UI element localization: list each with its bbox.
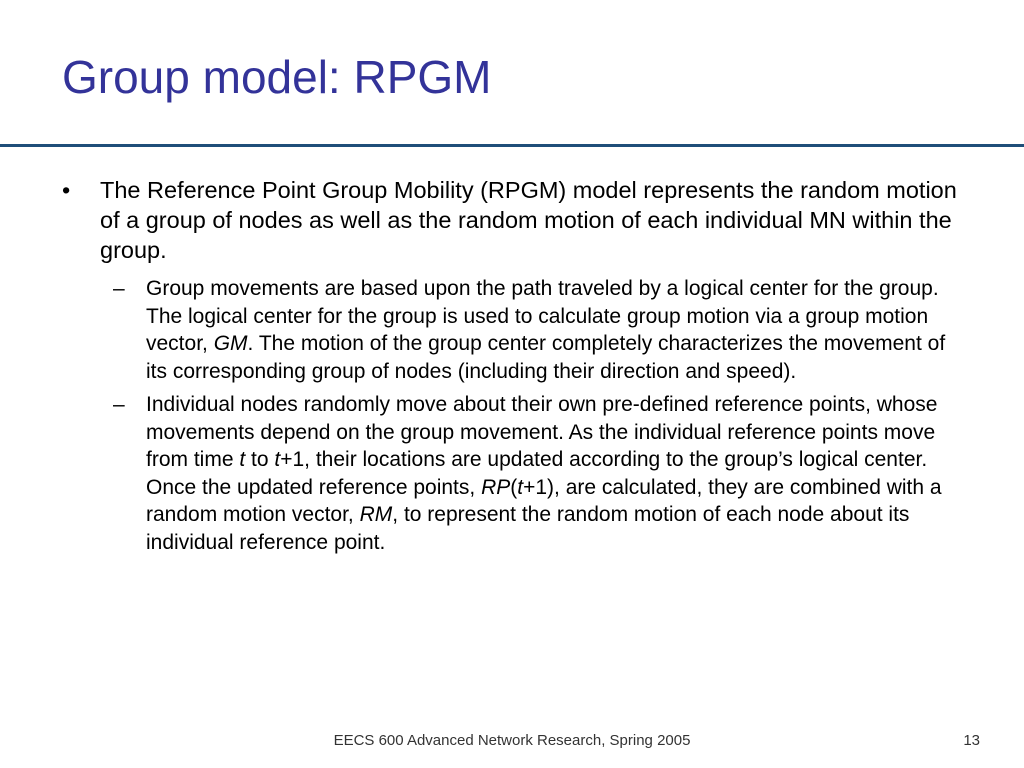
bullet-text: The Reference Point Group Mobility (RPGM) model represents the random motion of a group of nodes as well as the random motion of each individual MN within the group.: [100, 177, 957, 263]
sub-text: to: [245, 448, 275, 471]
sub-text: Individual nodes randomly move about their own pre-defined reference points, whose movements depend on the group movement. As the individual reference points move from time: [146, 393, 938, 471]
sub-bullet-individual-nodes: [62, 391, 962, 556]
slide-body: [62, 175, 962, 562]
term-t: t: [274, 448, 281, 471]
dash-icon: –: [113, 393, 125, 416]
sub-bullet-group-movements: [62, 275, 962, 385]
slide-title: Group model: RPGM: [62, 51, 492, 103]
sub-text: +1), are calculated, they are combined with a random motion vector,: [146, 475, 942, 526]
page-number: 13: [963, 732, 980, 749]
sub-text: . The motion of the group center completely characterizes the movement of its corresponding group of nodes (including their direction and speed).: [146, 332, 946, 383]
title-divider: [0, 144, 1024, 147]
sub-text: +1, their locations are updated according to the group’s logical center. Once the updated reference points,: [146, 448, 928, 499]
term-t: t: [517, 475, 524, 499]
slide-footer: EECS 600 Advanced Network Research, Spring 2005: [333, 732, 691, 749]
bullet-item: [62, 175, 962, 265]
dash-icon: –: [113, 277, 125, 300]
term-t: t: [239, 448, 246, 471]
sub-text: (: [510, 475, 518, 499]
term-rp: RP: [481, 475, 511, 499]
term-gm: GM: [213, 332, 248, 355]
term-rm: RM: [359, 503, 393, 526]
sub-text: Group movements are based upon the path traveled by a logical center for the group. The logical center for the group is used to calculate group motion via a group motion vector,: [146, 277, 939, 355]
bullet-icon: •: [62, 177, 71, 203]
sub-text: , to represent the random motion of each node about its individual reference point.: [146, 503, 910, 554]
